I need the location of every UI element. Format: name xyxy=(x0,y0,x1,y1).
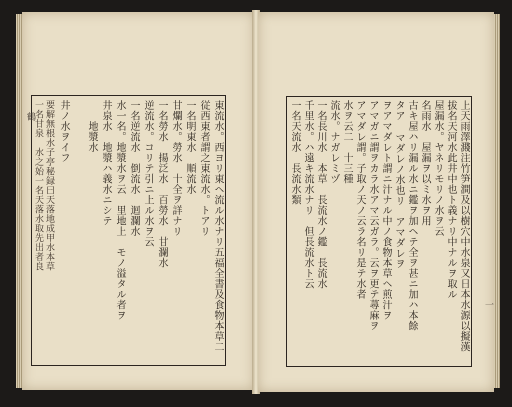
left-column-10: 地漿水 xyxy=(86,100,97,153)
left-column-2: 従西東者謂之東流水。トアリ xyxy=(198,100,209,237)
right-column-4: 名雨水 屋漏ヲ以ミ水ヲ用 xyxy=(419,100,430,226)
right-column-9: アマダレ謂。子取ノ天ノ云ラ名リ是テ水者 xyxy=(354,100,365,300)
right-column-11: 流水。ナガレミヅ xyxy=(328,100,339,184)
left-column-3: 一名明東水 順流水 xyxy=(184,100,195,195)
right-page-edges xyxy=(494,14,500,388)
right-column-6: タア マダレノ水也リ アマダレヲ xyxy=(393,100,404,269)
left-column-14: 一名甘泉 水之始一名天落水取先出者良 xyxy=(33,100,43,271)
right-column-3: 屋漏水。ヤネリモリノ水ヲ云 xyxy=(432,100,443,237)
left-column-6: 逆流水。コリテ引ニ上ル水ヲ云 xyxy=(142,100,153,247)
right-margin-label: 一 xyxy=(483,300,493,309)
left-column-12: 井ノ水ヲイフ xyxy=(58,100,69,163)
right-column-14: 一名天流水 長流水類 xyxy=(289,100,300,205)
right-column-1: 上天雨澤濺注竹笋澗及以樹穴中水泉又日本水源以擬漢 xyxy=(458,100,469,352)
right-column-8: アマガニ謂ヲカラ水アマ云ガラ。云ヲ更テ蕁麻ヲ xyxy=(367,100,378,331)
right-column-13: 千里水。ハ遠キ流水ナリ 但長流水ト云 xyxy=(302,100,313,289)
left-column-13: 要解無根水子亭秘録曰天落地成甲水本草 xyxy=(44,100,54,271)
right-column-7: ヲアマダレト謂ニ汁ナル中ノ食物本草ヘ煎汁ヲ xyxy=(380,100,391,321)
left-column-5: 一名勞水 揚泛水 百勞水 甘瀾水 xyxy=(156,100,167,268)
left-column-7: 一名逆流水 倒流水 迴瀾水 xyxy=(128,100,139,237)
right-column-10: 水ヲ云二 十三種 xyxy=(341,100,352,184)
right-column-5: 古キ屋ハリ漏ル水ニ鑑ヲ加ヘテ全ヲ甚ニ加ハ本餘 xyxy=(406,100,417,331)
right-column-12: 一名長川水 本草 長流水ノ鑑 長流水 xyxy=(315,100,326,289)
right-column-2: 拔名天河水此井中也ト義ナリ中ナルヲ取ル xyxy=(445,100,456,300)
left-column-1: 東流水。西ヨリ東ヘ流ル水ナリ五福全書及食物本草二 xyxy=(212,100,223,352)
left-page-header: 鶴 xyxy=(25,112,35,121)
left-column-8: 水一名。地漿水ヲ云 里地上 モノ溢タル者ヲ xyxy=(114,100,125,321)
left-column-4: 甘爛水。勞水 十全ヲ詳ナリ xyxy=(170,100,181,237)
left-column-9: 井泉水 地漿ハ義水ニシテ xyxy=(100,100,111,226)
